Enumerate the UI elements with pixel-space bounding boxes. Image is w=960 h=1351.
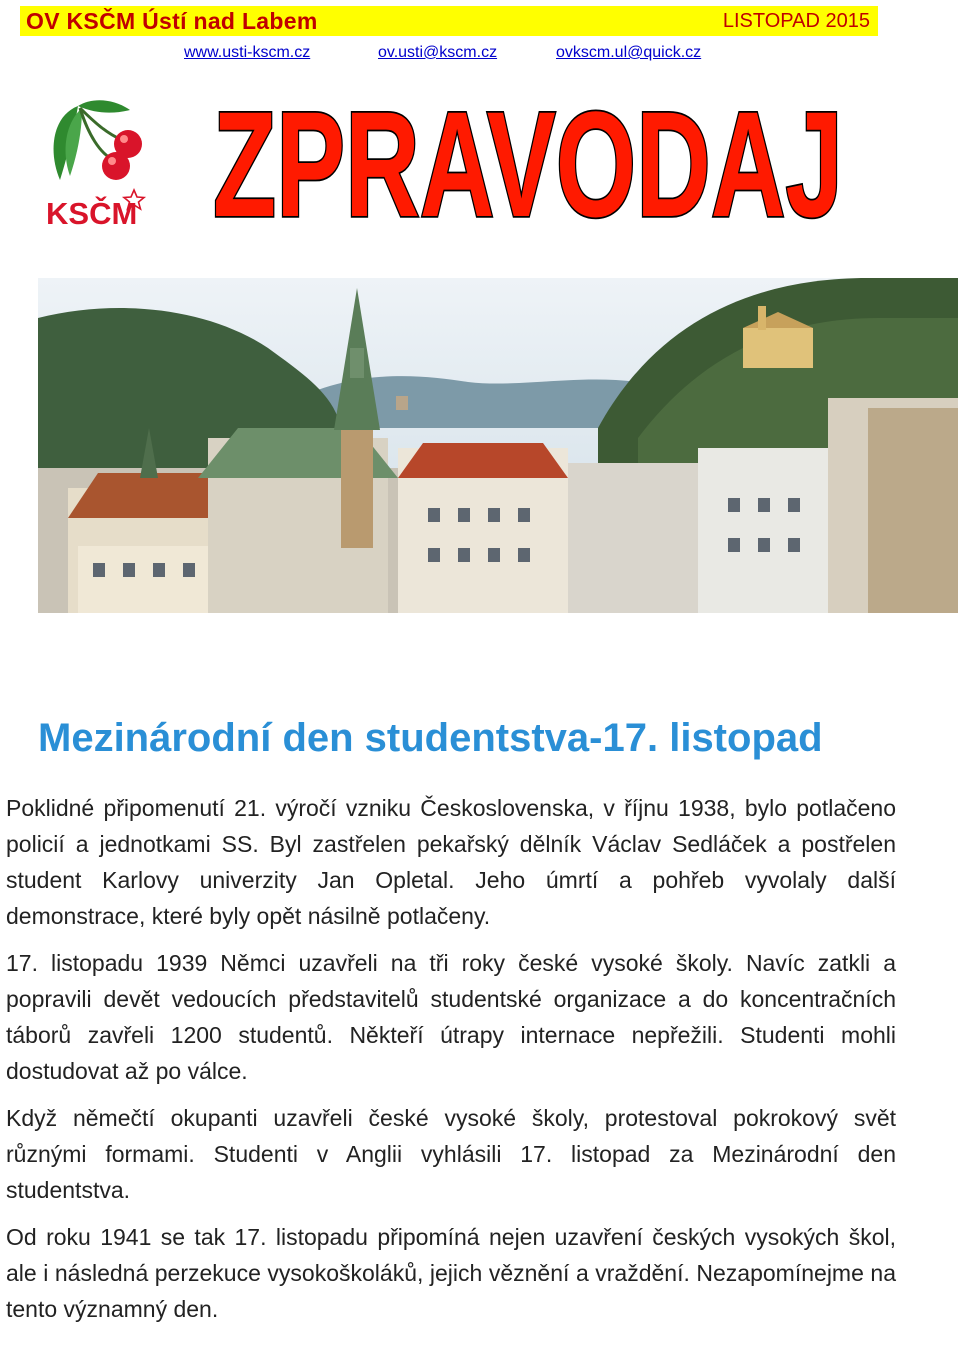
email-link-ov[interactable]: ov.usti@kscm.cz (378, 44, 498, 61)
article-body (6, 790, 896, 1327)
masthead-text: ZPRAVODAJ (213, 88, 843, 244)
city-panorama-photo-icon (38, 278, 958, 613)
logo-text: KSČM (46, 196, 138, 231)
article-headline: Mezinárodní den studentstva-17. listopad (38, 716, 823, 760)
issue-date: LISTOPAD 2015 (722, 10, 870, 32)
masthead-title (208, 88, 848, 244)
website-link[interactable]: www.usti-kscm.cz (184, 44, 311, 61)
article-paragraph: Poklidné připomenutí 21. výročí vzniku Československa, v říjnu 1938, bylo potlačeno policií a jednotkami SS. Byl zastřelen pekařský dělník Václav Sedláček a postřelen student Karlovy univerzity Jan Opletal. Jeho úmrtí a pohřeb vyvolaly další demonstrace, které byly opět násilně potlačeny. (6, 795, 896, 929)
org-name: OV KSČM Ústí nad Labem (26, 8, 318, 34)
header-bar (20, 6, 878, 36)
email-link-quick[interactable]: ovkscm.ul@quick.cz (556, 44, 702, 61)
article-paragraph: Od roku 1941 se tak 17. listopadu připomíná nejen uzavření českých vysokých škol, ale i následná perzekuce vysokoškoláků, jejich věznění a vraždění. Nezapomínejme na tento významný den. (6, 1224, 896, 1322)
article-paragraph: Když němečtí okupanti uzavřeli české vysoké školy, protestoval pokrokový svět různými formami. Studenti v Anglii vyhlásili 17. listopad za Mezinárodní den studentstva. (6, 1105, 896, 1203)
article-paragraph: 17. listopadu 1939 Němci uzavřeli na tři roky české vysoké školy. Navíc zatkli a popravili devět vedoucích představitelů studentské organizace a do koncentračních táborů zavřeli 1200 studentů. Někteří útrapy internace nepřežili. Studenti mohli dostudovat až po válce. (6, 950, 896, 1084)
cherries-star-logo-icon (38, 94, 154, 232)
